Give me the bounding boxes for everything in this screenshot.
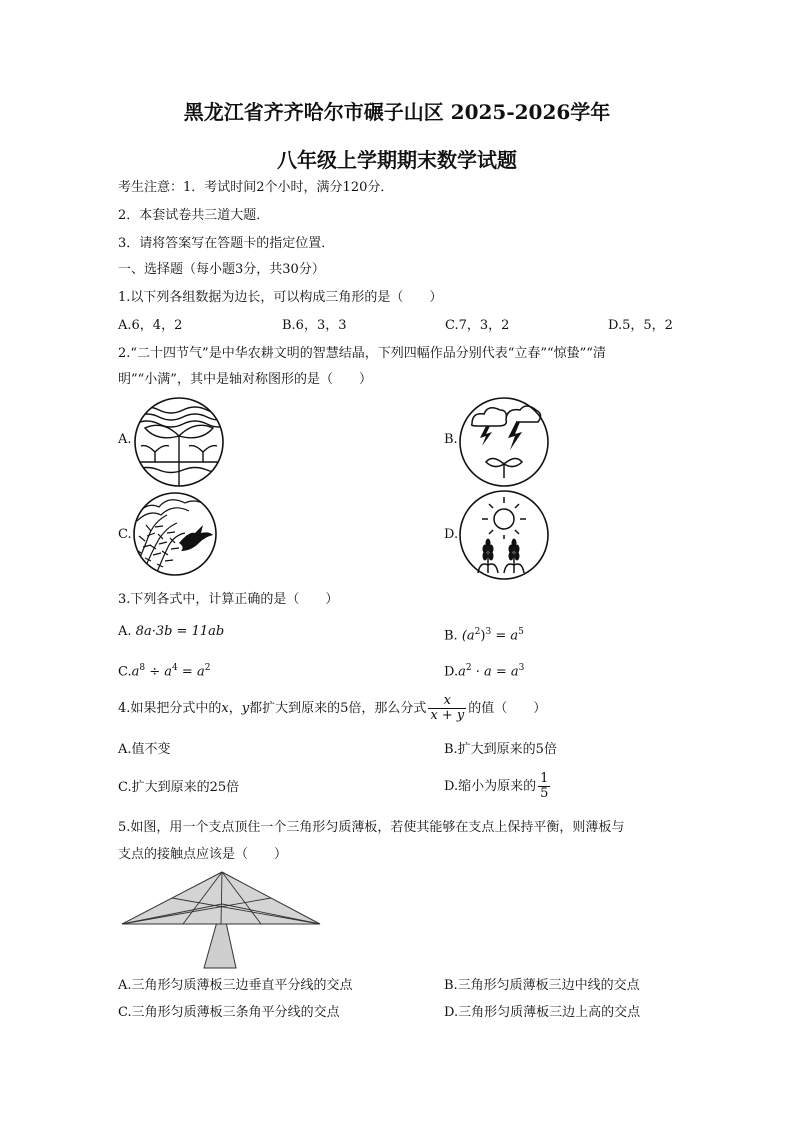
q4-option-d-text: D.缩小为原来的 [444, 779, 537, 794]
q4-stem [118, 694, 546, 723]
q2-option-c-label: C. [118, 527, 132, 542]
q3-d-op: · a = a [475, 664, 519, 680]
q4-d-den: 5 [540, 786, 549, 801]
q4-comma: ， [228, 701, 242, 716]
q3-c-op: ÷ a [149, 664, 173, 680]
q3-option-a [118, 624, 224, 640]
q3-d-e1: 2 [465, 663, 472, 673]
q3-b-close: ) [480, 628, 486, 644]
q5-option-a: A.三角形匀质薄板三边垂直平分线的交点 [118, 978, 353, 993]
q5-option-b: B.三角形匀质薄板三边中线的交点 [444, 978, 640, 993]
q2-option-d-label: D. [444, 527, 459, 542]
q3-option-c [118, 660, 210, 680]
q3-stem: 3.下列各式中，计算正确的是（ ） [118, 592, 339, 607]
q2-option-b-label: B. [444, 432, 458, 447]
q2-stem-line2: 明”“小满”，其中是轴对称图形的是（ ） [118, 372, 372, 387]
notice-line-1: 考生注意：1．考试时间2个小时，满分120分． [118, 180, 394, 195]
awakening-of-insects-icon [458, 396, 550, 488]
q4-stem-post: 的值（ ） [468, 701, 547, 716]
q4-stem-pre: 4.如果把分式中的 [118, 701, 222, 716]
q4-var-x: x [221, 701, 229, 716]
q1-option-c: C.7，3，2 [445, 318, 510, 333]
q3-b-exp-out: 3 [485, 627, 492, 637]
q4-fraction [428, 694, 466, 723]
q1-option-a: A.6，4，2 [118, 318, 183, 333]
q3-c-e1: 8 [139, 663, 146, 673]
q3-b-rexp: 5 [518, 627, 524, 637]
q3-c-eq: = a [181, 664, 205, 680]
q1-stem: 1.以下列各组数据为边长，可以构成三角形的是（ ） [118, 290, 443, 305]
section-heading: 一、选择题（每小题3分，共30分） [118, 262, 325, 277]
q3-d-base: a [458, 664, 466, 680]
q3-c-base: a [131, 664, 140, 680]
q3-option-b [444, 624, 524, 644]
q3-c-e3: 2 [204, 663, 211, 673]
q4-d-fraction [538, 772, 550, 801]
q1-option-b: B.6，3，3 [282, 318, 347, 333]
q5-option-c: C.三角形匀质薄板三条角平分线的交点 [118, 1005, 340, 1020]
q4-option-c: C.扩大到原来的25倍 [118, 780, 240, 795]
exam-title-line1: 黑龙江省齐齐哈尔市碾子山区 2025-2026学年 [183, 100, 611, 124]
q3-option-a-label: A. [118, 624, 132, 639]
balanced-triangle-figure [118, 868, 324, 970]
q4-frac-den: x + y [430, 708, 465, 723]
q3-option-c-label: C. [118, 664, 132, 680]
clear-and-bright-icon [133, 491, 217, 577]
grain-buds-icon [458, 489, 550, 581]
q4-stem-mid: 都扩大到原来的5倍，那么分式 [249, 701, 427, 716]
q4-d-num: 1 [540, 771, 549, 786]
q3-b-eq: = a [495, 628, 519, 644]
q3-option-b-label: B. [444, 628, 458, 644]
q3-option-a-expr: 8a·3b = 11ab [135, 624, 225, 639]
q3-option-d [444, 660, 524, 680]
notice-line-2: 2．本套试卷共三道大题． [118, 208, 270, 223]
q5-option-d: D.三角形匀质薄板三边上高的交点 [444, 1005, 641, 1020]
exam-title-line2: 八年级上学期期末数学试题 [277, 148, 517, 172]
q3-option-d-label: D. [444, 664, 459, 680]
q4-option-a: A.值不变 [118, 742, 171, 757]
q5-stem-line1: 5.如图，用一个支点顶住一个三角形匀质薄板，若使其能够在支点上保持平衡，则薄板与 [118, 820, 625, 835]
q1-option-d: D.5，5，2 [608, 318, 673, 333]
q5-stem-line2: 支点的接触点应该是（ ） [118, 847, 288, 862]
notice-line-3: 3．请将答案写在答题卡的指定位置． [118, 236, 335, 251]
q4-var-y: y [241, 701, 250, 716]
q3-c-e2: 4 [172, 663, 178, 673]
q3-b-exp-in: 2 [474, 627, 481, 637]
q4-frac-num: x [443, 693, 451, 708]
q4-option-b: B.扩大到原来的5倍 [444, 742, 557, 757]
q2-stem-line1: 2.“二十四节气”是中华农耕文明的智慧结晶，下列四幅作品分别代表“立春”“惊蛰”“清 [118, 346, 606, 361]
q2-option-a-label: A. [118, 432, 132, 447]
spring-begins-icon [133, 396, 225, 488]
q3-b-open: (a [461, 628, 475, 644]
q3-d-e2: 3 [518, 663, 525, 673]
q4-option-d [444, 772, 552, 801]
